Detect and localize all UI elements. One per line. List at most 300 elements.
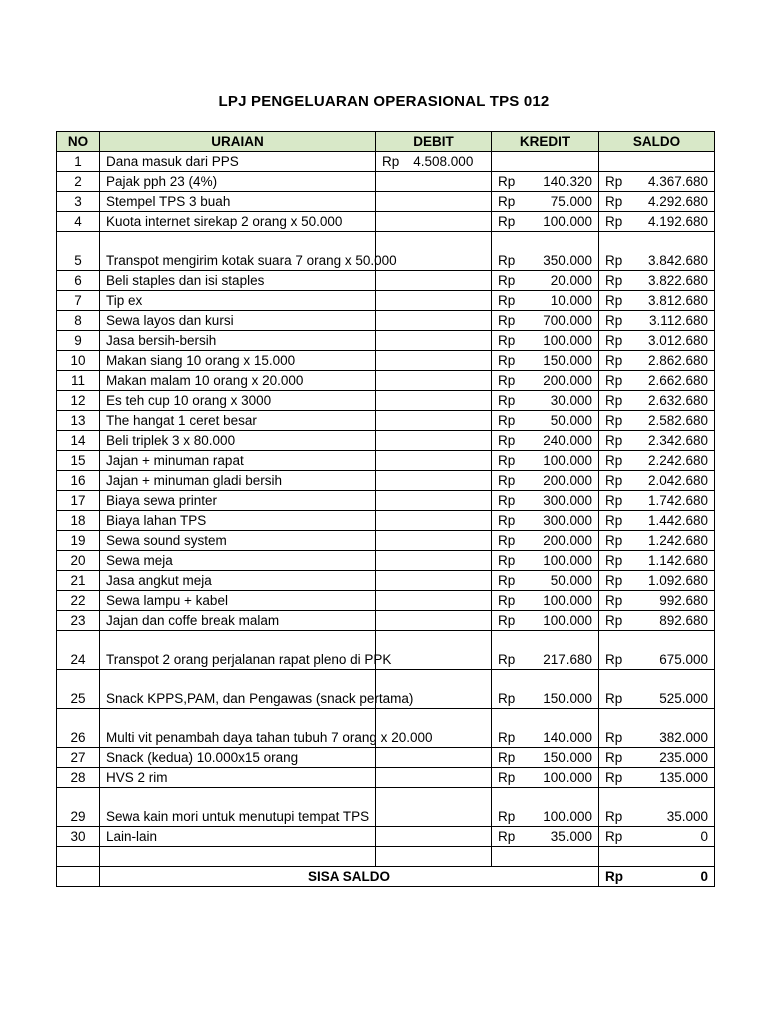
header-debit: DEBIT — [376, 132, 492, 152]
row-number: 29 — [57, 788, 100, 827]
table-row — [57, 291, 715, 311]
currency-label: Rp — [498, 730, 516, 745]
currency-label: Rp — [605, 770, 623, 785]
row-saldo-cell — [599, 331, 715, 351]
row-number: 10 — [57, 351, 100, 371]
row-kredit-cell — [492, 571, 599, 591]
table-row — [57, 331, 715, 351]
row-saldo: 892.680 — [659, 613, 708, 628]
row-description: Multi vit penambah daya tahan tubuh 7 orang x 20.000 — [100, 709, 376, 748]
row-debit-cell — [376, 391, 492, 411]
row-debit-cell — [376, 631, 492, 670]
row-kredit: 240.000 — [543, 433, 592, 448]
row-description: Biaya sewa printer — [100, 491, 376, 511]
row-description: Sewa lampu + kabel — [100, 591, 376, 611]
row-kredit: 100.000 — [543, 770, 592, 785]
row-kredit-cell — [492, 788, 599, 827]
table-row — [57, 611, 715, 631]
currency-label: Rp — [605, 652, 623, 667]
row-saldo-cell — [599, 391, 715, 411]
total-label: SISA SALDO — [100, 867, 599, 887]
row-saldo: 3.822.680 — [647, 273, 708, 288]
currency-label: Rp — [605, 253, 623, 268]
currency-label: Rp — [498, 809, 516, 824]
currency-label: Rp — [605, 273, 623, 288]
currency-label: Rp — [605, 313, 623, 328]
row-saldo: 3.812.680 — [647, 293, 708, 308]
row-kredit: 700.000 — [543, 313, 592, 328]
table-row — [57, 152, 715, 172]
table-row — [57, 212, 715, 232]
table-row — [57, 351, 715, 371]
table-row — [57, 431, 715, 451]
currency-label: Rp — [498, 750, 516, 765]
currency-label: Rp — [498, 413, 516, 428]
row-kredit: 100.000 — [543, 214, 592, 229]
currency-label: Rp — [605, 691, 623, 706]
row-saldo: 1.242.680 — [647, 533, 708, 548]
row-debit: 4.508.000 — [413, 154, 474, 169]
row-kredit-cell — [492, 768, 599, 788]
table-row — [57, 551, 715, 571]
row-debit-cell — [376, 788, 492, 827]
row-saldo-cell — [599, 212, 715, 232]
currency-label: Rp — [605, 393, 623, 408]
row-kredit-cell — [492, 748, 599, 768]
table-row — [57, 571, 715, 591]
row-debit-cell — [376, 212, 492, 232]
row-kredit: 300.000 — [543, 493, 592, 508]
row-saldo-cell — [599, 172, 715, 192]
currency-label: Rp — [498, 829, 516, 844]
row-debit-cell — [376, 768, 492, 788]
row-saldo: 525.000 — [659, 691, 708, 706]
currency-label: Rp — [498, 593, 516, 608]
row-number: 5 — [57, 232, 100, 271]
row-kredit-cell — [492, 631, 599, 670]
currency-label: Rp — [498, 353, 516, 368]
row-number: 9 — [57, 331, 100, 351]
row-saldo: 2.862.680 — [647, 353, 708, 368]
expense-table — [56, 131, 715, 887]
currency-label: Rp — [498, 293, 516, 308]
row-kredit: 140.000 — [543, 730, 592, 745]
row-kredit-cell — [492, 271, 599, 291]
row-saldo-cell — [599, 631, 715, 670]
currency-label: Rp — [498, 553, 516, 568]
row-debit-cell — [376, 511, 492, 531]
row-description: Jajan + minuman rapat — [100, 451, 376, 471]
row-kredit: 30.000 — [550, 393, 592, 408]
row-saldo-cell — [599, 670, 715, 709]
row-kredit: 35.000 — [550, 829, 592, 844]
row-number: 18 — [57, 511, 100, 531]
row-number: 26 — [57, 709, 100, 748]
row-saldo-cell — [599, 748, 715, 768]
currency-label: Rp — [605, 613, 623, 628]
currency-label: Rp — [605, 174, 623, 189]
table-row — [57, 371, 715, 391]
row-kredit: 350.000 — [543, 253, 592, 268]
currency-label: Rp — [605, 333, 623, 348]
row-debit-cell — [376, 331, 492, 351]
row-debit-cell — [376, 531, 492, 551]
row-kredit: 300.000 — [543, 513, 592, 528]
row-saldo: 675.000 — [659, 652, 708, 667]
header-uraian: URAIAN — [100, 132, 376, 152]
row-kredit: 10.000 — [550, 293, 592, 308]
row-description: Es teh cup 10 orang x 3000 — [100, 391, 376, 411]
row-debit-cell — [376, 152, 492, 172]
total-currency: Rp — [605, 869, 623, 884]
row-description: Biaya lahan TPS — [100, 511, 376, 531]
row-kredit-cell — [492, 152, 599, 172]
currency-label: Rp — [605, 214, 623, 229]
row-saldo: 3.842.680 — [647, 253, 708, 268]
row-description: Makan malam 10 orang x 20.000 — [100, 371, 376, 391]
row-debit-cell — [376, 827, 492, 847]
row-debit-cell — [376, 611, 492, 631]
row-saldo-cell — [599, 232, 715, 271]
blank-row — [57, 847, 715, 867]
row-number: 28 — [57, 768, 100, 788]
table-row — [57, 192, 715, 212]
table-row — [57, 491, 715, 511]
row-debit-cell — [376, 291, 492, 311]
table-row — [57, 670, 715, 709]
table-row — [57, 531, 715, 551]
row-kredit-cell — [492, 232, 599, 271]
row-kredit: 50.000 — [550, 573, 592, 588]
currency-label: Rp — [498, 513, 516, 528]
currency-label: Rp — [498, 174, 516, 189]
row-description: Tip ex — [100, 291, 376, 311]
row-saldo-cell — [599, 709, 715, 748]
currency-label: Rp — [498, 273, 516, 288]
table-row — [57, 232, 715, 271]
row-number: 23 — [57, 611, 100, 631]
table-row — [57, 172, 715, 192]
row-number: 20 — [57, 551, 100, 571]
row-saldo-cell — [599, 371, 715, 391]
table-row — [57, 511, 715, 531]
row-description: The hangat 1 ceret besar — [100, 411, 376, 431]
currency-label: Rp — [498, 194, 516, 209]
row-number: 24 — [57, 631, 100, 670]
row-description: Beli triplek 3 x 80.000 — [100, 431, 376, 451]
row-kredit-cell — [492, 192, 599, 212]
currency-label: Rp — [605, 293, 623, 308]
row-number: 1 — [57, 152, 100, 172]
row-number: 3 — [57, 192, 100, 212]
currency-label: Rp — [605, 413, 623, 428]
row-number: 21 — [57, 571, 100, 591]
row-saldo-cell — [599, 531, 715, 551]
row-number: 14 — [57, 431, 100, 451]
row-kredit-cell — [492, 471, 599, 491]
row-saldo-cell — [599, 192, 715, 212]
currency-label: Rp — [605, 750, 623, 765]
row-saldo: 3.112.680 — [648, 313, 708, 328]
row-kredit-cell — [492, 827, 599, 847]
row-kredit: 150.000 — [543, 691, 592, 706]
row-saldo-cell — [599, 351, 715, 371]
row-number: 22 — [57, 591, 100, 611]
row-kredit: 217.680 — [543, 652, 592, 667]
row-saldo: 0 — [700, 829, 708, 844]
row-kredit: 50.000 — [550, 413, 592, 428]
row-kredit-cell — [492, 611, 599, 631]
header-saldo: SALDO — [599, 132, 715, 152]
row-kredit: 200.000 — [543, 533, 592, 548]
row-kredit: 200.000 — [543, 473, 592, 488]
row-description: Jasa bersih-bersih — [100, 331, 376, 351]
currency-label: Rp — [498, 313, 516, 328]
row-debit-cell — [376, 411, 492, 431]
row-saldo-cell — [599, 571, 715, 591]
row-saldo: 35.000 — [666, 809, 708, 824]
row-description: Stempel TPS 3 buah — [100, 192, 376, 212]
row-kredit-cell — [492, 511, 599, 531]
row-kredit-cell — [492, 551, 599, 571]
currency-label: Rp — [498, 433, 516, 448]
row-saldo-cell — [599, 491, 715, 511]
table-row — [57, 391, 715, 411]
row-kredit-cell — [492, 212, 599, 232]
currency-label: Rp — [498, 333, 516, 348]
currency-label: Rp — [605, 809, 623, 824]
row-kredit: 100.000 — [543, 613, 592, 628]
row-kredit-cell — [492, 531, 599, 551]
table-row — [57, 827, 715, 847]
row-saldo: 135.000 — [659, 770, 708, 785]
row-kredit: 200.000 — [543, 373, 592, 388]
currency-label: Rp — [605, 513, 623, 528]
row-kredit: 140.320 — [543, 174, 592, 189]
row-saldo: 1.092.680 — [647, 573, 708, 588]
currency-label: Rp — [605, 194, 623, 209]
row-number: 17 — [57, 491, 100, 511]
row-description: Sewa kain mori untuk menutupi tempat TPS — [100, 788, 376, 827]
row-description: Snack (kedua) 10.000x15 orang — [100, 748, 376, 768]
row-kredit-cell — [492, 172, 599, 192]
row-kredit: 100.000 — [543, 809, 592, 824]
row-saldo: 1.142.680 — [647, 553, 708, 568]
row-description: Sewa layos dan kursi — [100, 311, 376, 331]
row-number: 30 — [57, 827, 100, 847]
row-description: Transpot mengirim kotak suara 7 orang x 50.000 — [100, 232, 376, 271]
row-kredit-cell — [492, 311, 599, 331]
row-number: 25 — [57, 670, 100, 709]
table-row — [57, 271, 715, 291]
table-row — [57, 748, 715, 768]
currency-label: Rp — [498, 453, 516, 468]
currency-label: Rp — [498, 613, 516, 628]
row-debit-cell — [376, 471, 492, 491]
row-description: Transpot 2 orang perjalanan rapat pleno di PPK — [100, 631, 376, 670]
row-saldo-cell — [599, 411, 715, 431]
row-saldo: 235.000 — [659, 750, 708, 765]
row-debit-cell — [376, 371, 492, 391]
row-description: Jajan dan coffe break malam — [100, 611, 376, 631]
table-row — [57, 709, 715, 748]
row-debit-cell — [376, 451, 492, 471]
table-row — [57, 788, 715, 827]
row-kredit-cell — [492, 709, 599, 748]
row-saldo-cell — [599, 768, 715, 788]
row-number: 12 — [57, 391, 100, 411]
header-no: NO — [57, 132, 100, 152]
table-row — [57, 311, 715, 331]
row-saldo-cell — [599, 611, 715, 631]
row-saldo: 2.042.680 — [647, 473, 708, 488]
row-saldo-cell — [599, 551, 715, 571]
row-kredit-cell — [492, 391, 599, 411]
row-debit-cell — [376, 551, 492, 571]
currency-label: Rp — [605, 493, 623, 508]
row-saldo-cell — [599, 827, 715, 847]
table-row — [57, 631, 715, 670]
row-saldo-cell — [599, 451, 715, 471]
row-number: 15 — [57, 451, 100, 471]
currency-label: Rp — [498, 691, 516, 706]
table-row — [57, 471, 715, 491]
row-saldo-cell — [599, 291, 715, 311]
row-debit-cell — [376, 271, 492, 291]
row-debit-cell — [376, 571, 492, 591]
row-number: 4 — [57, 212, 100, 232]
row-description: Jajan + minuman gladi bersih — [100, 471, 376, 491]
row-saldo-cell — [599, 431, 715, 451]
row-saldo: 4.192.680 — [647, 214, 708, 229]
row-saldo: 4.292.680 — [647, 194, 708, 209]
currency-label: Rp — [605, 453, 623, 468]
row-kredit-cell — [492, 351, 599, 371]
currency-label: Rp — [498, 770, 516, 785]
currency-label: Rp — [498, 393, 516, 408]
total-value-cell — [599, 867, 715, 887]
row-kredit: 100.000 — [543, 333, 592, 348]
currency-label: Rp — [498, 573, 516, 588]
row-description: HVS 2 rim — [100, 768, 376, 788]
document-title: LPJ PENGELUARAN OPERASIONAL TPS 012 — [218, 93, 550, 110]
row-kredit-cell — [492, 591, 599, 611]
currency-label: Rp — [382, 154, 400, 169]
currency-label: Rp — [498, 652, 516, 667]
row-description: Makan siang 10 orang x 15.000 — [100, 351, 376, 371]
row-kredit-cell — [492, 371, 599, 391]
row-number: 16 — [57, 471, 100, 491]
table-row — [57, 411, 715, 431]
row-number: 7 — [57, 291, 100, 311]
row-saldo-cell — [599, 471, 715, 491]
row-saldo: 3.012.680 — [647, 333, 708, 348]
row-kredit: 150.000 — [543, 750, 592, 765]
currency-label: Rp — [605, 829, 623, 844]
row-saldo: 2.662.680 — [647, 373, 708, 388]
row-number: 2 — [57, 172, 100, 192]
row-description: Kuota internet sirekap 2 orang x 50.000 — [100, 212, 376, 232]
row-kredit: 100.000 — [543, 593, 592, 608]
total-value: 0 — [700, 869, 708, 884]
row-saldo: 1.742.680 — [647, 493, 708, 508]
row-saldo: 2.242.680 — [647, 453, 708, 468]
row-saldo-cell — [599, 591, 715, 611]
row-debit-cell — [376, 491, 492, 511]
row-debit-cell — [376, 431, 492, 451]
header-kredit: KREDIT — [492, 132, 599, 152]
row-number: 13 — [57, 411, 100, 431]
row-debit-cell — [376, 311, 492, 331]
row-debit-cell — [376, 192, 492, 212]
row-kredit: 75.000 — [550, 194, 592, 209]
table-row — [57, 768, 715, 788]
row-description: Pajak pph 23 (4%) — [100, 172, 376, 192]
row-kredit: 100.000 — [543, 553, 592, 568]
currency-label: Rp — [605, 593, 623, 608]
currency-label: Rp — [498, 533, 516, 548]
row-debit-cell — [376, 591, 492, 611]
currency-label: Rp — [605, 553, 623, 568]
row-saldo: 2.342.680 — [647, 433, 708, 448]
row-description: Jasa angkut meja — [100, 571, 376, 591]
currency-label: Rp — [605, 353, 623, 368]
currency-label: Rp — [498, 373, 516, 388]
total-row — [57, 867, 715, 887]
row-kredit-cell — [492, 331, 599, 351]
row-saldo: 4.367.680 — [647, 174, 708, 189]
row-saldo-cell — [599, 311, 715, 331]
row-kredit: 20.000 — [550, 273, 592, 288]
table-row — [57, 451, 715, 471]
currency-label: Rp — [605, 573, 623, 588]
row-debit-cell — [376, 172, 492, 192]
currency-label: Rp — [498, 473, 516, 488]
row-saldo: 2.582.680 — [647, 413, 708, 428]
row-kredit-cell — [492, 491, 599, 511]
currency-label: Rp — [605, 373, 623, 388]
row-saldo-cell — [599, 788, 715, 827]
row-saldo: 382.000 — [659, 730, 708, 745]
row-kredit-cell — [492, 670, 599, 709]
currency-label: Rp — [605, 433, 623, 448]
currency-label: Rp — [605, 533, 623, 548]
currency-label: Rp — [605, 730, 623, 745]
row-number: 27 — [57, 748, 100, 768]
currency-label: Rp — [605, 473, 623, 488]
row-saldo: 2.632.680 — [647, 393, 708, 408]
row-description: Sewa sound system — [100, 531, 376, 551]
row-saldo-cell — [599, 271, 715, 291]
row-saldo-cell — [599, 511, 715, 531]
currency-label: Rp — [498, 493, 516, 508]
row-number: 11 — [57, 371, 100, 391]
row-description: Snack KPPS,PAM, dan Pengawas (snack pertama) — [100, 670, 376, 709]
row-kredit: 150.000 — [543, 353, 592, 368]
row-kredit: 100.000 — [543, 453, 592, 468]
row-kredit-cell — [492, 451, 599, 471]
row-debit-cell — [376, 351, 492, 371]
row-number: 8 — [57, 311, 100, 331]
table-row — [57, 591, 715, 611]
row-debit-cell — [376, 748, 492, 768]
row-kredit-cell — [492, 431, 599, 451]
row-description: Beli staples dan isi staples — [100, 271, 376, 291]
currency-label: Rp — [498, 253, 516, 268]
row-kredit-cell — [492, 291, 599, 311]
currency-label: Rp — [498, 214, 516, 229]
row-description: Lain-lain — [100, 827, 376, 847]
